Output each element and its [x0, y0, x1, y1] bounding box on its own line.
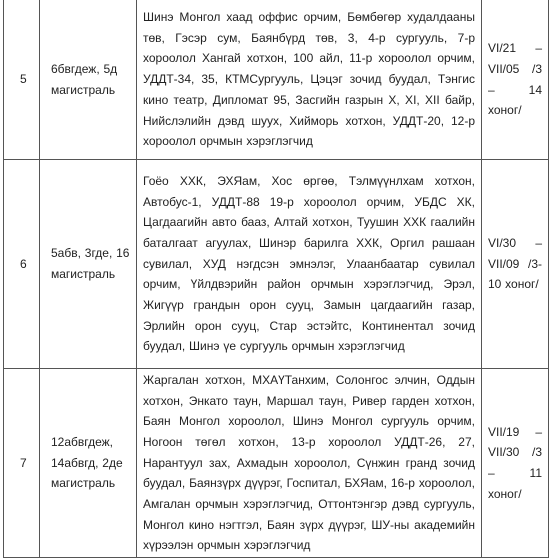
- locations-cell: Шинэ Монгол хаад оффис орчим, Бөмбөгөр худалдааны төв, Гэсэр сум, Баянбүрд төв, 3, 4-р сургууль, 7-р хороолол Хангай хотхон, 100 айл, 11-р хороолол орчим, УДДТ-34, 35, КТМСургууль, Цэцэг зочид буудал, Тэнгис кино театр, Дипломат 95, Засгийн газрын X, XI, XII байр, Нийслэлийн дэвд шуух, Хийморь хотхон, УДДТ-20, 12-р хороолол орчмын хэрэглэгчид: [137, 0, 482, 160]
- dates-cell: VI/30 – VII/09 /3-10 хоног/: [482, 160, 549, 369]
- table-row: [4, 0, 549, 160]
- locations-cell: Жаргалан хотхон, МХАҮТанхим, Солонгос элчин, Оддын хотхон, Энкато таун, Маршал таун, Ривер гарден хотхон, Баян Монгол хороолол, Шинэ Монгол сургууль орчим, Ногоон төгөл хотхон, 13-р хороолол УДДТ-26, 27, Нарантуул зах, Ахмадын хороолол, Сүнжин гранд зочид буудал, Баянзүрх дүүрэг, Госпитал, БХЯам, 16-р хороолол, Амгалан орчмын хэрэглэгчид, Оттонтэнгэр дэвд сургууль, Монгол кино нэгтгэл, Баян зүрх дүүрэг, ШУ-ны академийн хүрээлэн орчмын хэрэглэгчид: [137, 369, 482, 558]
- table-row: [4, 160, 549, 369]
- dates-cell: VII/19 – VII/30 /3 – 11 хоног/: [482, 369, 549, 558]
- route-cell: 6бвгдеж, 5д магистраль: [40, 0, 137, 160]
- dates-cell: VI/21 – VII/05 /3 – 14 хоног/: [482, 0, 549, 160]
- row-number-cell: 6: [4, 160, 40, 369]
- route-cell: 5абв, 3где, 16 магистраль: [40, 160, 137, 369]
- row-number-cell: 7: [4, 369, 40, 558]
- table-row: [4, 369, 549, 558]
- route-cell: 12абвгдеж, 14абвгд, 2де магистраль: [40, 369, 137, 558]
- row-number-cell: 5: [4, 0, 40, 160]
- outage-schedule-table: [3, 0, 549, 558]
- locations-cell: Гоёо ХХК, ЭХЯам, Хос өргөө, Тэлмүүнлхам хотхон, Автобус-1, УДДТ-88 19-р хороолол орчим, УБДС ХК, Цагдаагийн авто бааз, Алтай хотхон, Туушин ХХК гаалийн баталгаат агуулах, Шинэр барилга ХХК, Оргил рашаан сувилал, ХУД нэгдсэн эмнэлэг, Улаанбаатар сувилал орчим, Үйлдвэрийн район орчмын хэрэглэгчид, Эрэл, Жигүүр грандын орон сууц, Замын цагдаагийн газар, Эрлийн орон сууц, Стар эстэйтс, Континентал зочид буудал, Шинэ үе сургууль орчмын хэрэглэгчид: [137, 160, 482, 369]
